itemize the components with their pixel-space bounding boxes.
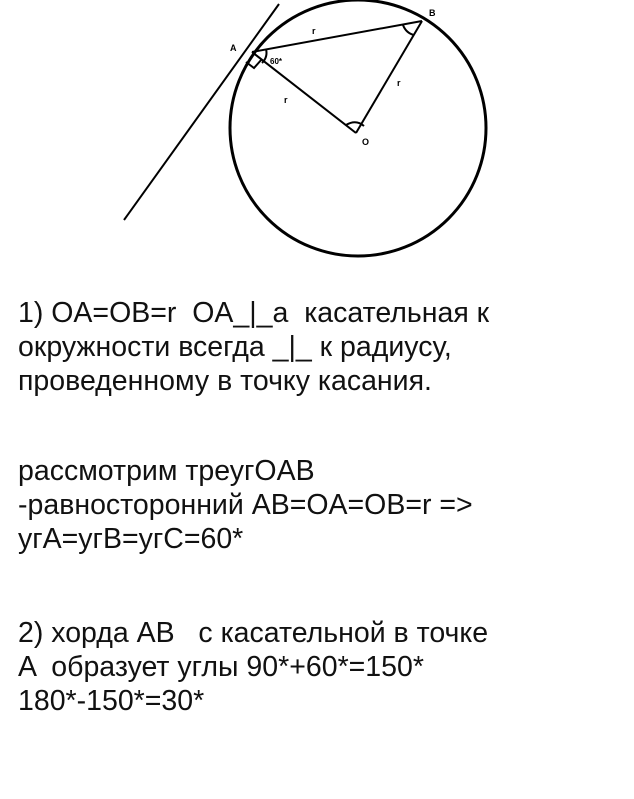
text-line: 180*-150*=30*	[18, 685, 205, 717]
text-line: 2) хорда AB с касательной в точке	[18, 617, 489, 649]
text-line: рассмотрим треугOAB	[18, 455, 315, 487]
text-line: -равносторонний AB=OA=OB=r =>	[18, 489, 473, 521]
text-line: A образует углы 90*+60*=150*	[18, 651, 424, 683]
solution-text	[18, 296, 618, 718]
paragraph-1	[18, 296, 618, 398]
chord-ab	[252, 21, 422, 52]
label-b: B	[429, 8, 436, 18]
label-r-ob: r	[397, 78, 401, 88]
label-angle-60: 60*	[270, 57, 283, 66]
label-r-ab: r	[312, 26, 316, 36]
label-o: O	[362, 137, 370, 147]
radius-ob	[356, 21, 422, 133]
geometry-figure	[0, 0, 634, 265]
text-line: окружности всегда _|_ к радиусу,	[18, 331, 452, 363]
text-line: угA=угB=угC=60*	[18, 523, 244, 555]
tangent-line	[124, 4, 279, 220]
label-r-oa: r	[284, 95, 288, 105]
text-line: проведенному в точку касания.	[18, 365, 432, 397]
angle-arc-b	[403, 25, 414, 35]
label-a: A	[230, 43, 237, 53]
text-line: 1) OA=OB=r OA_|_a касательная к	[18, 297, 490, 329]
radius-oa	[252, 52, 356, 133]
paragraph-3	[18, 616, 618, 718]
paragraph-2	[18, 454, 618, 556]
angle-arc-a	[262, 49, 267, 63]
